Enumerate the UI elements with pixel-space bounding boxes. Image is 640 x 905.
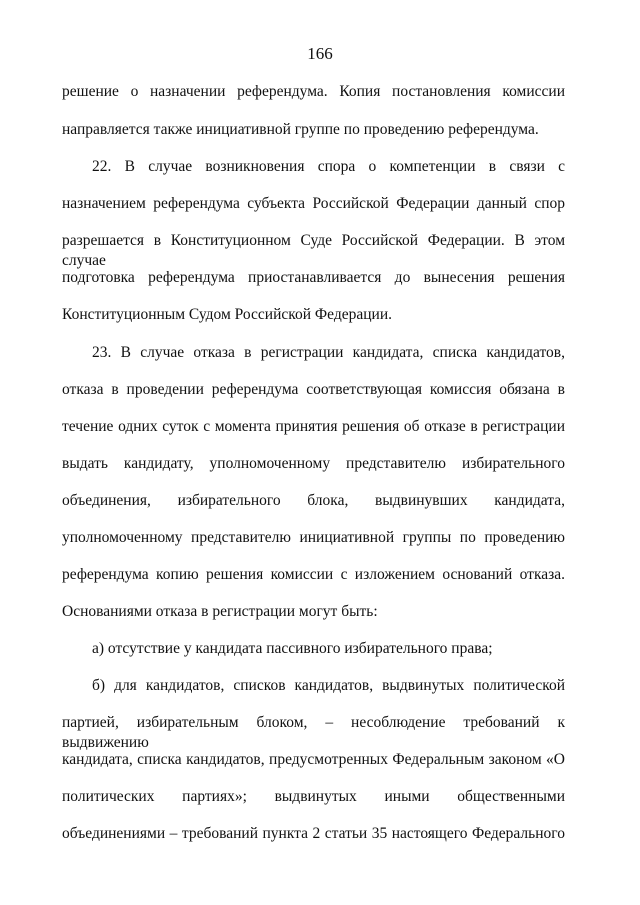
text-line: назначением референдума субъекта Российской Федерации данный спор: [62, 195, 565, 212]
text-line: отказа в проведении референдума соответствующая комиссия обязана в: [62, 381, 565, 398]
text-line: 23. В случае отказа в регистрации кандидата, списка кандидатов,: [92, 344, 565, 361]
text-line: объединения, избирательного блока, выдвинувших кандидата,: [62, 492, 565, 509]
page-number: 166: [307, 44, 333, 63]
text-line: Основаниями отказа в регистрации могут быть:: [62, 603, 378, 620]
text-line: уполномоченному представителю инициативной группы по проведению: [62, 529, 565, 546]
text-line: подготовка референдума приостанавливается до вынесения решения: [62, 269, 565, 286]
text-line: партией, избирательным блоком, – несоблюдение требований к выдвижению: [62, 714, 565, 751]
text-line: течение одних суток с момента принятия решения об отказе в регистрации: [62, 418, 565, 435]
text-line: а) отсутствие у кандидата пассивного избирательного права;: [92, 640, 493, 657]
text-line: объединениями – требований пункта 2 статьи 35 настоящего Федерального: [62, 825, 565, 842]
text-line: политических партиях»; выдвинутых иными общественными: [62, 788, 565, 805]
text-line: выдать кандидату, уполномоченному представителю избирательного: [62, 455, 565, 472]
text-line: разрешается в Конституционном Суде Российской Федерации. В этом случае: [62, 232, 565, 269]
text-line: решение о назначении референдума. Копия постановления комиссии: [62, 83, 565, 100]
text-line: б) для кандидатов, списков кандидатов, выдвинутых политической: [92, 677, 565, 694]
text-line: кандидата, списка кандидатов, предусмотренных Федеральным законом «О: [62, 751, 565, 768]
text-line: референдума копию решения комиссии с изложением оснований отказа.: [62, 566, 565, 583]
text-line: направляется также инициативной группе по проведению референдума.: [62, 121, 539, 138]
text-line: Конституционным Судом Российской Федерации.: [62, 306, 392, 323]
text-line: 22. В случае возникновения спора о компетенции в связи с: [92, 158, 565, 175]
